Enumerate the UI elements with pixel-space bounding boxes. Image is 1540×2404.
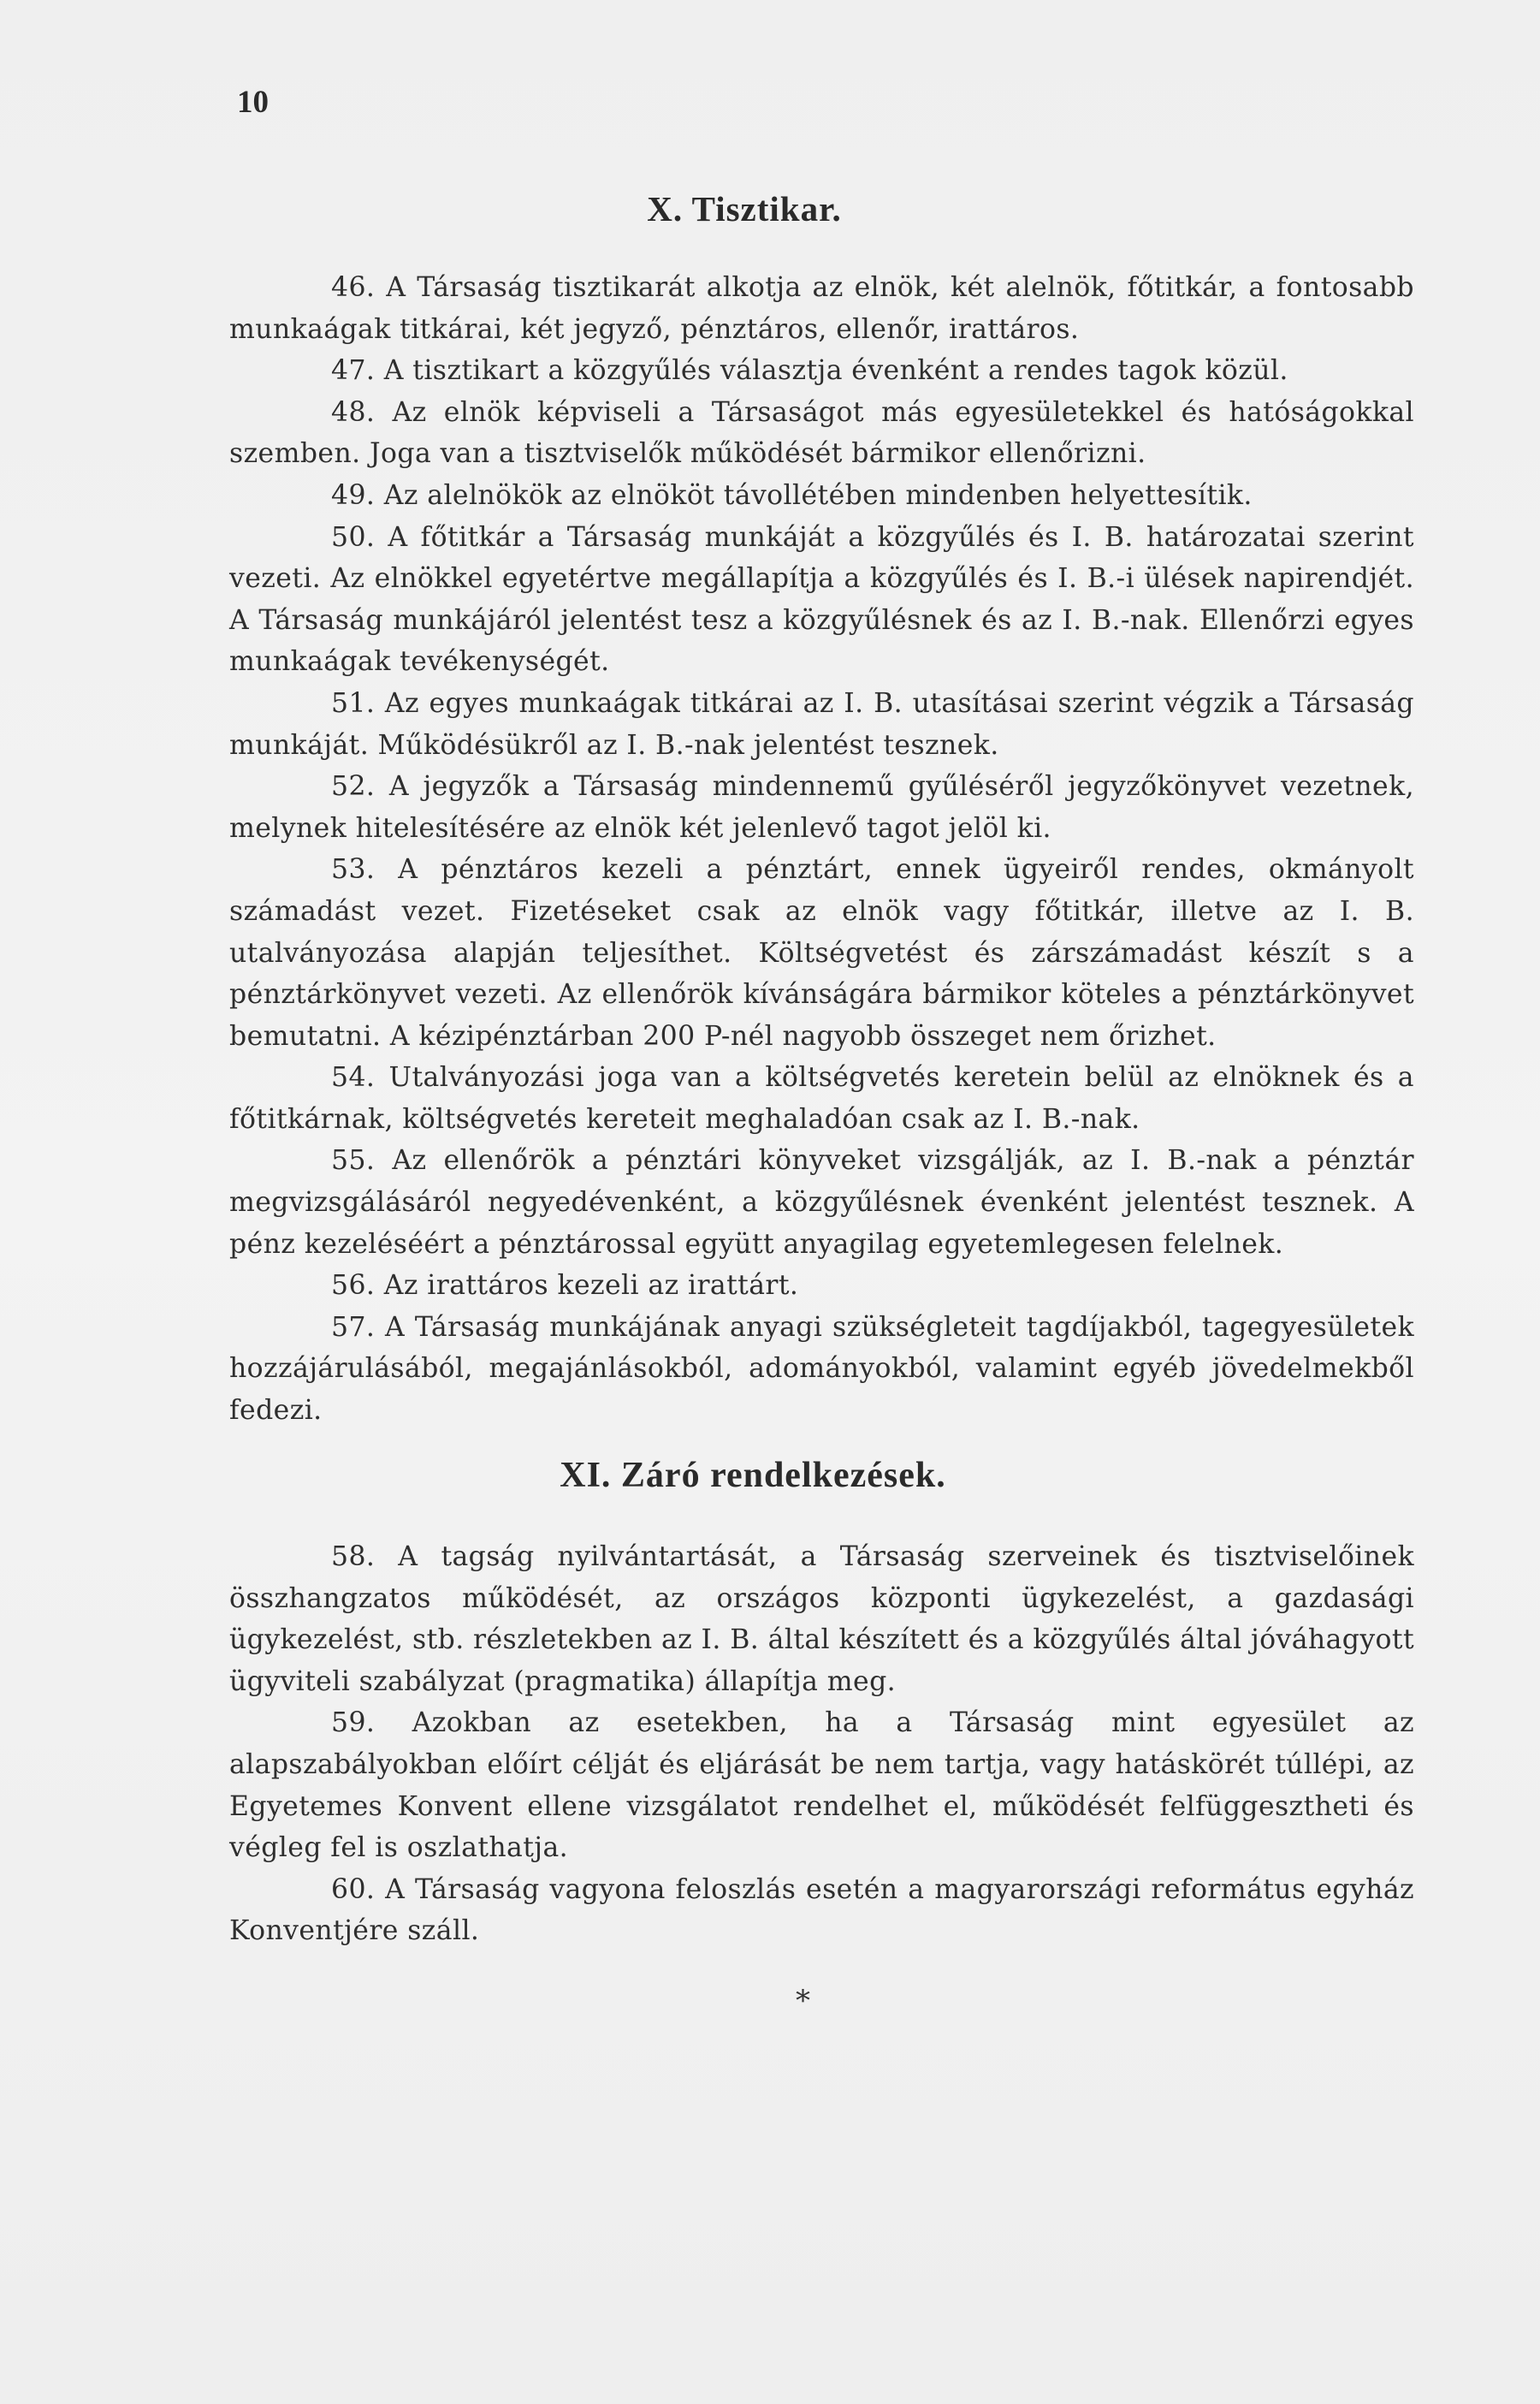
article-59: 59. Azokban az esetekben, ha a Társaság mint egyesület az alapszabályokban előírt célját és eljárását be nem tartja, vagy hatáskörét túllépi, az Egyetemes Konvent ellene vizsgálatot rendelhet el, működését felfüggesztheti és végleg fel is oszlathatja. [229, 1707, 1414, 1864]
article-54: 54. Utalványozási joga van a költségvetés keretein belül az elnöknek és a főtitkárnak, költségvetés kereteit meghaladóan csak az I. B.-nak. [229, 1062, 1414, 1135]
article-60: 60. A Társaság vagyona feloszlás esetén a magyarországi református egyház Konventjére száll. [229, 1873, 1414, 1947]
article-53: 53. A pénztáros kezeli a pénztárt, ennek ügyeiről rendes, okmányolt számadást vezet. Fizetéseket csak az elnök vagy főtitkár, illetve az I. B. utalványozása alapján teljesíthet. Költségvetést és zárszámadást készít s a pénztárkönyvet vezeti. Az ellenőrök kívánságára bármikor köteles a pénztárkönyvet bemutatni. A kézipénztárban 200 P-nél nagyobb összeget nem őrizhet. [229, 854, 1414, 1052]
article-50: 50. A főtitkár a Társaság munkáját a közgyűlés és I. B. határozatai szerint vezeti. Az elnökkel egyetértve megállapítja a közgyűlés és I. B.-i ülések napirendjét. A Társaság munkájáról jelentést tesz a közgyűlésnek és az I. B.-nak. Ellenőrzi egyes munkaágak tevékenységét. [229, 521, 1414, 678]
article-52: 52. A jegyzők a Társaság mindennemű gyűléséről jegyzőkönyvet vezetnek, melynek hitelesítésére az elnök két jelenlevő tagot jelöl ki. [229, 771, 1414, 844]
section-xi-body [229, 1536, 1414, 1952]
article-48: 48. Az elnök képviseli a Társaságot más egyesületekkel és hatóságokkal szemben. Joga van a tisztviselők működését bármikor ellenőrizni. [229, 396, 1414, 470]
article-56: 56. Az irattáros kezeli az irattárt. [331, 1270, 799, 1302]
section-title-xi: XI. Záró rendelkezések. [560, 1456, 946, 1495]
article-51: 51. Az egyes munkaágak titkárai az I. B. utasításai szerint végzik a Társaság munkáját. Működésükről az I. B.-nak jelentést tesznek. [229, 687, 1414, 761]
article-57: 57. A Társaság munkájának anyagi szükségleteit tagdíjakból, tagegyesületek hozzájárulásából, megajánlásokból, adományokból, valamint egyéb jövedelmekből fedezi. [229, 1311, 1414, 1427]
closing-asterisk: * [796, 1984, 810, 2018]
section-x-body [229, 267, 1414, 1432]
article-47: 47. A tisztikart a közgyűlés választja évenként a rendes tagok közül. [331, 355, 1288, 387]
page-number: 10 [237, 85, 269, 120]
section-title-x: X. Tisztikar. [647, 189, 842, 229]
article-49: 49. Az alelnökök az elnököt távollétében mindenben helyettesítik. [331, 479, 1253, 511]
article-58: 58. A tagság nyilvántartását, a Társaság szerveinek és tisztviselőinek összhangzatos működését, az országos központi ügykezelést, a gazdasági ügykezelést, stb. részletekben az I. B. által készített és a közgyűlés által jóváhagyott ügyviteli szabályzat (pragmatika) állapítja meg. [229, 1541, 1414, 1697]
article-55: 55. Az ellenőrök a pénztári könyveket vizsgálják, az I. B.-nak a pénztár megvizsgálásáról negyedévenként, a közgyűlésnek évenként jelentést tesznek. A pénz kezeléséért a pénztárossal együtt anyagilag egyetemlegesen felelnek. [229, 1145, 1414, 1260]
article-46: 46. A Társaság tisztikarát alkotja az elnök, két alelnök, főtitkár, a fontosabb munkaágak titkárai, két jegyző, pénztáros, ellenőr, irattáros. [229, 272, 1414, 345]
